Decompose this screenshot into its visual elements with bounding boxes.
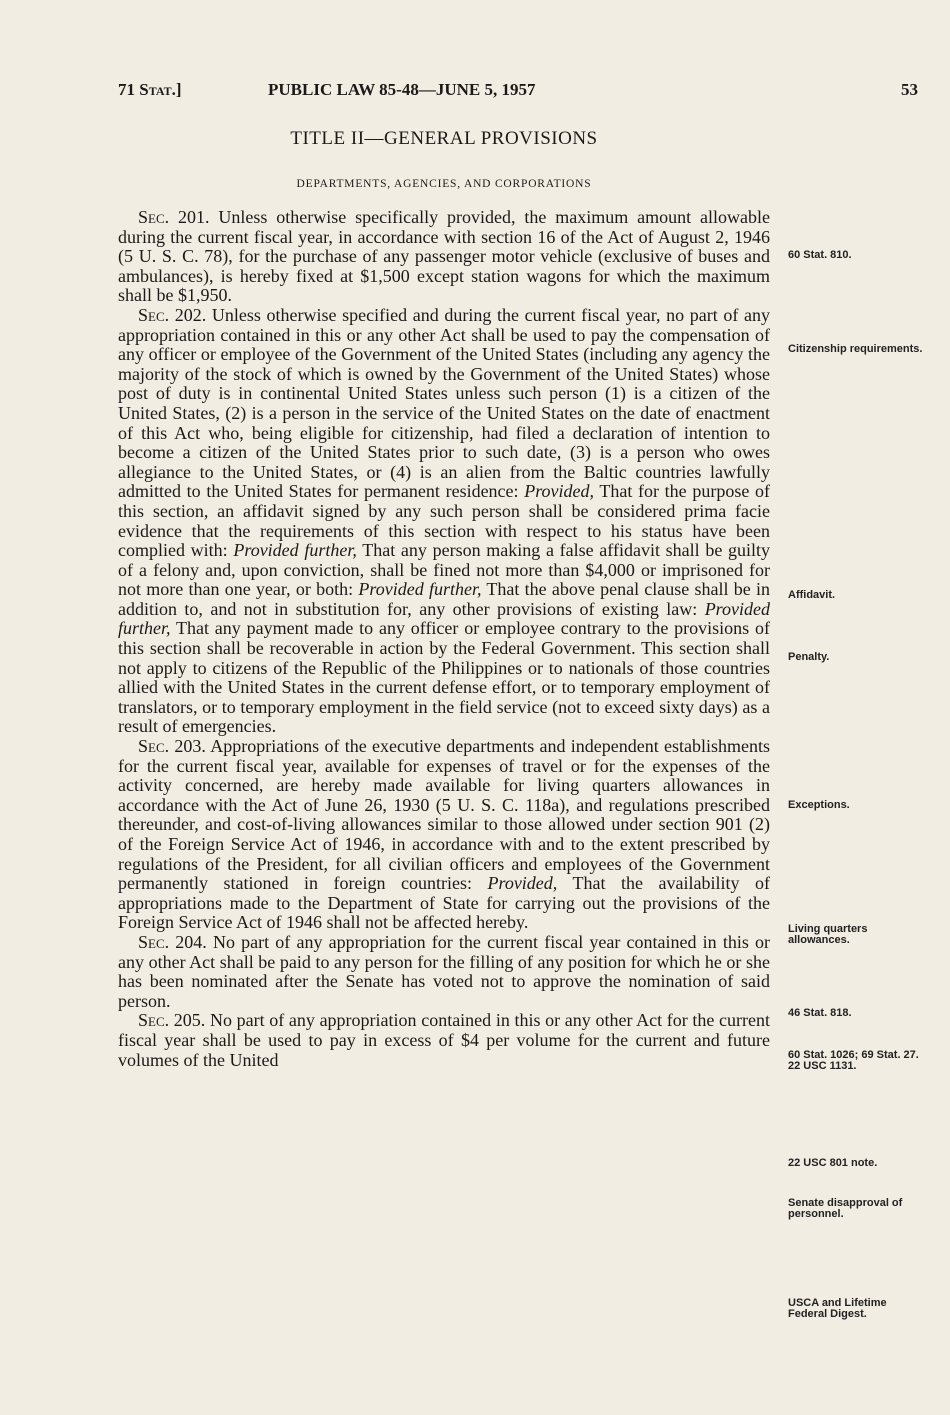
- section-text: No part of any appropriation contained in this or any other Act for the current fiscal year shall be used to pay in excess of $4 per volume for the current and future volumes of the United: [118, 1010, 771, 1070]
- margin-note-usca: USCA and Lifetime Federal Digest.: [788, 1297, 887, 1320]
- section-label: Sec. 203.: [138, 736, 206, 757]
- subtitle-heading: DEPARTMENTS, AGENCIES, AND CORPORATIONS: [296, 178, 592, 190]
- proviso: Provided,: [524, 481, 595, 502]
- margin-note-22-usc-801: 22 USC 801 note.: [788, 1157, 878, 1169]
- proviso: Provided further,: [233, 540, 357, 561]
- margin-note-60-stat-810: 60 Stat. 810.: [788, 249, 852, 261]
- section-text: No part of any appropriation for the current fiscal year contained in this or any other Act shall be paid to any person for the filling of any position for which he or she has been nominated after the Senate has voted not to approve the nomination of said person.: [118, 931, 770, 1011]
- margin-note-46-stat-818: 46 Stat. 818.: [788, 1007, 852, 1019]
- section-202: [118, 306, 770, 737]
- title-heading: TITLE II—GENERAL PROVISIONS: [290, 128, 598, 149]
- margin-note-senate-disapproval: Senate disapproval of personnel.: [788, 1197, 903, 1220]
- proviso: Provided further,: [358, 579, 482, 600]
- section-text: Unless otherwise specified and during the current fiscal year, no part of any appropriation contained in this or any other Act shall be used to pay the compensation of any officer or employee of the Government of the United States (including any agency the majority of the stock of which is owned by the Government of the United States) whose post of duty is in continental United States unless such person (1) is a citizen of the United States, (2) is a person in the service of the United States on the date of enactment of this Act who, being eligible for citizenship, had filed a declaration of intention to become a citizen of the United States prior to such date, (3) is a person who owes allegiance to the United States, or (4) is an alien from the Baltic countries lawfully admitted to the United States for permanent residence:: [118, 304, 771, 502]
- section-text: That for the purpose of this section, an affidavit signed by any such person shall be considered prima facie evidence that the requirements of this section with respect to his status have been complied with:: [118, 481, 770, 561]
- margin-note-penalty: Penalty.: [788, 651, 830, 663]
- margin-note-citizenship: Citizenship requirements.: [788, 343, 923, 355]
- stat-reference: 71 Stat.]: [118, 80, 182, 99]
- section-text: That any person making a false affidavit shall be guilty of a felony and, upon conviction, shall be fined not more than $4,000 or imprisoned for not more than one year, or both:: [118, 540, 770, 600]
- section-label: Sec. 204.: [138, 931, 207, 952]
- section-label: Sec. 201.: [138, 207, 210, 227]
- section-201: [118, 208, 770, 306]
- section-204: [118, 933, 770, 1011]
- section-text: That the above penal clause shall be in addition to, and not in substitution for, any other provisions of existing law:: [118, 579, 770, 619]
- section-text: That the availability of appropriations made to the Department of State for carrying out the provisions of the Foreign Service Act of 1946 shall not be affected hereby.: [118, 873, 770, 933]
- margin-note-exceptions: Exceptions.: [788, 799, 850, 811]
- section-text: Unless otherwise specifically provided, the maximum amount allowable during the current fiscal year, in accordance with section 16 of the Act of August 2, 1946 (5 U. S. C. 78), for the purchase of any passenger motor vehicle (exclusive of buses and ambulances), is hereby fixed at $1,500 except station wagons for which the maximum shall be $1,950.: [118, 207, 770, 306]
- proviso: Provided further,: [118, 598, 770, 639]
- section-label: Sec. 202.: [138, 304, 207, 325]
- law-title: PUBLIC LAW 85-48—JUNE 5, 1957: [268, 80, 536, 99]
- section-203: [118, 737, 770, 933]
- section-label: Sec. 205.: [138, 1010, 206, 1031]
- margin-note-affidavit: Affidavit.: [788, 589, 836, 601]
- section-text: That any payment made to any officer or employee contrary to the provisions of this section shall be recoverable in action by the Federal Government. This section shall not apply to citizens of the Republic of the Philippines or to nationals of those countries allied with the United States in the current defense effort, or to temporary employment of translators, or to temporary employment in the field service (not to exceed sixty days) as a result of emergencies.: [118, 618, 770, 737]
- margin-note-living-quarters: Living quarters allowances.: [788, 923, 868, 946]
- page-number: 53: [901, 80, 918, 99]
- body-text: [118, 208, 770, 1070]
- section-text: Appropriations of the executive departments and independent establishments for the current fiscal year, available for expenses of travel or for the expenses of the activity concerned, are hereby made available for living quarters allowances in accordance with the Act of June 26, 1930 (5 U. S. C. 118a), and regulations prescribed thereunder, and cost-of-living allowances similar to those allowed under section 901 (2) of the Foreign Service Act of 1946, in accordance with and to the extent prescribed by regulations of the President, for all civilian officers and employees of the Government permanently stationed in foreign countries:: [118, 736, 771, 894]
- page-header: [118, 80, 918, 104]
- margin-note-60-stat-1026: 60 Stat. 1026; 69 Stat. 27. 22 USC 1131.: [788, 1049, 919, 1072]
- section-205: [118, 1011, 770, 1070]
- proviso: Provided,: [487, 873, 558, 894]
